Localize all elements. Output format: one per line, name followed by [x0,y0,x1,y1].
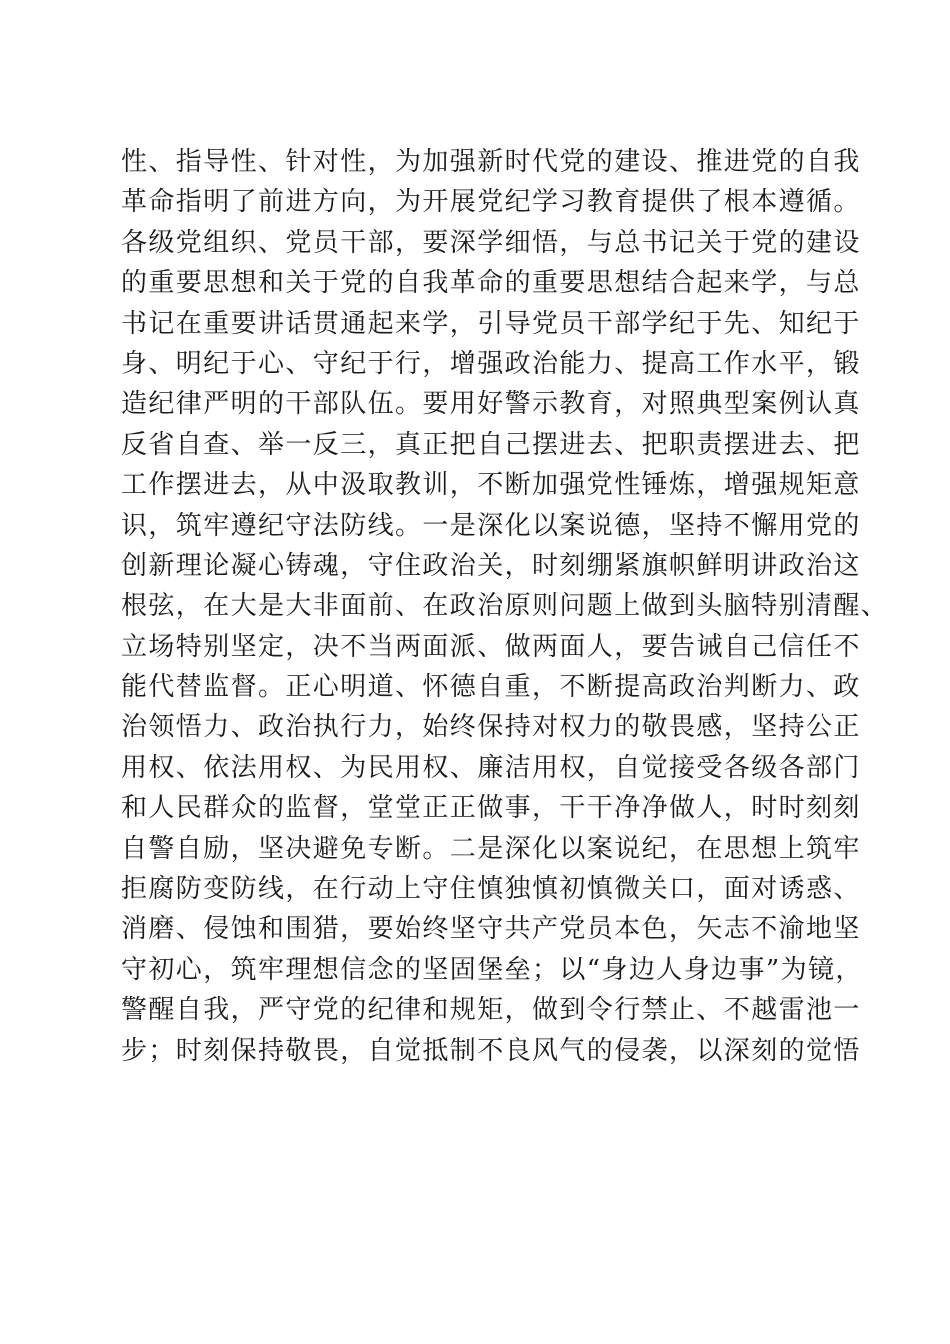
text-line: 反省自查、举一反三，真正把自己摆进去、把职责摆进去、把 [121,429,861,460]
text-line: 造纪律严明的干部队伍。要用好警示教育，对照典型案例认真 [121,389,861,420]
text-line: 识，筑牢遵纪守法防线。一是深化以案说德，坚持不懈用党的 [121,510,861,541]
text-line: 身、明纪于心、守纪于行，增强政治能力、提高工作水平，锻 [121,348,861,379]
text-line: 各级党组织、党员干部，要深学细悟，与总书记关于党的建设 [121,227,861,258]
text-line: 步；时刻保持敬畏，自觉抵制不良风气的侵袭，以深刻的觉悟 [121,1035,861,1066]
text-line: 用权、依法用权、为民用权、廉洁用权，自觉接受各级各部门 [121,752,861,783]
text-line: 工作摆进去，从中汲取教训，不断加强党性锤炼，增强规矩意 [121,470,861,501]
text-line: 消磨、侵蚀和围猎，要始终坚守共产党员本色，矢志不渝地坚 [121,914,861,945]
text-line: 书记在重要讲话贯通起来学，引导党员干部学纪于先、知纪于 [121,308,861,339]
text-line: 守初心，筑牢理想信念的坚固堡垒；以“身边人身边事”为镜， [121,954,863,985]
text-line: 警醒自我，严守党的纪律和规矩，做到令行禁止、不越雷池一 [121,995,861,1026]
text-line: 拒腐防变防线，在行动上守住慎独慎初慎微关口，面对诱惑、 [121,874,861,905]
body-paragraph [121,142,889,1071]
text-line: 革命指明了前进方向，为开展党纪学习教育提供了根本遵循。 [121,187,861,218]
text-line: 立场特别坚定，决不当两面派、做两面人，要告诫自己信任不 [121,631,861,662]
text-line: 能代替监督。正心明道、怀德自重，不断提高政治判断力、政 [121,672,861,703]
text-line: 根弦，在大是大非面前、在政治原则问题上做到头脑特别清醒、 [121,591,889,622]
text-line: 创新理论凝心铸魂，守住政治关，时刻绷紧旗帜鲜明讲政治这 [121,550,861,581]
text-line: 自警自励，坚决避免专断。二是深化以案说纪，在思想上筑牢 [121,833,861,864]
text-line: 和人民群众的监督，堂堂正正做事，干干净净做人，时时刻刻 [121,793,861,824]
text-line: 性、指导性、针对性，为加强新时代党的建设、推进党的自我 [121,147,861,177]
text-line: 治领悟力、政治执行力，始终保持对权力的敬畏感，坚持公正 [121,712,861,743]
text-line: 的重要思想和关于党的自我革命的重要思想结合起来学，与总 [121,268,861,299]
